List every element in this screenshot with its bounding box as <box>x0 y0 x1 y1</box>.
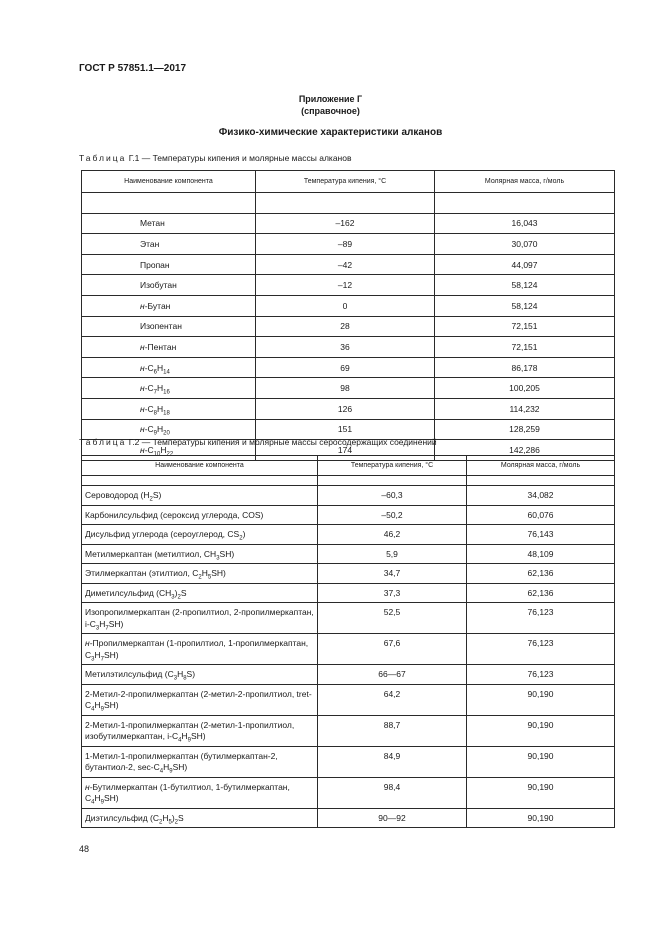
molar-mass-cell: 128,259 <box>435 419 615 440</box>
component-name-cell: Диметилсульфид $(CH_3)_2S$ <box>82 583 318 603</box>
molar-mass-cell: 58,124 <box>435 275 615 296</box>
molar-mass-cell: 62,136 <box>467 583 615 603</box>
header-boiling-point: Температура кипения, °С <box>256 171 435 193</box>
table-row <box>82 213 615 234</box>
molar-mass-cell: 30,070 <box>435 234 615 255</box>
component-name-cell: 1-Метил-1-пропилмеркаптан (бутилмеркаптан-2, бутантиол-2, $\sec-C_4H_9SH$) <box>82 746 318 777</box>
component-name-cell: Дисульфид углерода (сероуглерод, $CS_2$) <box>82 525 318 545</box>
boiling-point-cell: 174 <box>256 440 435 461</box>
alkanes-table <box>81 170 615 461</box>
table1-caption-prefix: Таблица <box>79 153 127 163</box>
molar-mass-cell: 72,151 <box>435 337 615 358</box>
molar-mass-cell: 90,190 <box>467 777 615 808</box>
molar-mass-cell: 142,286 <box>435 440 615 461</box>
component-name-cell: н-Пентан <box>82 337 256 358</box>
component-name-cell: $н-C_8H_{18}$ <box>82 398 256 419</box>
component-name-cell: н-Бутан <box>82 295 256 316</box>
component-name-cell: Этилмеркаптан (этилтиол, $C_2H_5SH$) <box>82 564 318 584</box>
table-row <box>82 603 615 634</box>
header-molar-mass: Молярная масса, г/моль <box>435 171 615 193</box>
table-row <box>82 684 615 715</box>
table-row <box>82 564 615 584</box>
table-row <box>82 275 615 296</box>
annex-subtitle: (справочное) <box>301 106 360 116</box>
header-separator <box>82 193 615 214</box>
molar-mass-cell: 90,190 <box>467 746 615 777</box>
table-row <box>82 544 615 564</box>
boiling-point-cell: –162 <box>256 213 435 234</box>
component-name-cell: Изопентан <box>82 316 256 337</box>
molar-mass-cell: 44,097 <box>435 254 615 275</box>
component-name-cell: Пропан <box>82 254 256 275</box>
component-name-cell: Метан <box>82 213 256 234</box>
table1-caption-text: Г.1 — Температуры кипения и молярные массы алканов <box>128 153 352 163</box>
component-name-cell: Этан <box>82 234 256 255</box>
component-name-cell: $н-C_{10}H_{22}$ <box>82 440 256 461</box>
boiling-point-cell: 151 <box>256 419 435 440</box>
section-title: Физико-химические характеристики алканов <box>218 127 443 138</box>
boiling-point-cell: 37,3 <box>318 583 467 603</box>
component-name-cell: Диэтилсульфид $(C_2H_5)_2S$ <box>82 808 318 828</box>
table-row <box>82 398 615 419</box>
table-row <box>82 254 615 275</box>
table2-caption-text: Г.2 — Температуры кипения и молярные массы серосодержащих соединений <box>128 437 437 447</box>
component-name-cell: Метилэтилсульфид $(C_3H_8S)$ <box>82 665 318 685</box>
header-molar-mass: Молярная масса, г/моль <box>467 456 615 476</box>
molar-mass-cell: 76,123 <box>467 603 615 634</box>
component-name-cell: 2-Метил-2-пропилмеркаптан (2-метил-2-пропилтиол, tret-$C_4H_9SH$) <box>82 684 318 715</box>
table-row <box>82 337 615 358</box>
boiling-point-cell: –89 <box>256 234 435 255</box>
boiling-point-cell: –12 <box>256 275 435 296</box>
molar-mass-cell: 58,124 <box>435 295 615 316</box>
molar-mass-cell: 34,082 <box>467 486 615 506</box>
table-row <box>82 715 615 746</box>
component-name-cell: Сероводород $(H_2S)$ <box>82 486 318 506</box>
page-number: 48 <box>79 844 90 854</box>
boiling-point-cell: 126 <box>256 398 435 419</box>
boiling-point-cell: 67,6 <box>318 634 467 665</box>
boiling-point-cell: –50,2 <box>318 505 467 525</box>
boiling-point-cell: 52,5 <box>318 603 467 634</box>
component-name-cell: н-Бутилмеркаптан (1-бутилтиол, 1-бутилмеркаптан, $C_4H_9SH$) <box>82 777 318 808</box>
boiling-point-cell: 34,7 <box>318 564 467 584</box>
table-row <box>82 505 615 525</box>
table-row <box>82 665 615 685</box>
table-row <box>82 295 615 316</box>
boiling-point-cell: 5,9 <box>318 544 467 564</box>
header-separator <box>82 476 615 486</box>
table-row <box>82 583 615 603</box>
component-name-cell: Карбонилсульфид (сероксид углерода, COS) <box>82 505 318 525</box>
table-row <box>82 486 615 506</box>
table-row <box>82 808 615 828</box>
molar-mass-cell: 90,190 <box>467 684 615 715</box>
component-name-cell: $н-C_7H_{16}$ <box>82 378 256 399</box>
boiling-point-cell: 84,9 <box>318 746 467 777</box>
molar-mass-cell: 72,151 <box>435 316 615 337</box>
boiling-point-cell: 0 <box>256 295 435 316</box>
component-name-cell: н-Пропилмеркаптан (1-пропилтиол, 1-пропилмеркаптан, $C_3H_7SH$) <box>82 634 318 665</box>
molar-mass-cell: 76,143 <box>467 525 615 545</box>
table-row <box>82 378 615 399</box>
molar-mass-cell: 114,232 <box>435 398 615 419</box>
boiling-point-cell: 69 <box>256 357 435 378</box>
table1-caption <box>79 153 351 163</box>
boiling-point-cell: 98 <box>256 378 435 399</box>
table-row <box>82 525 615 545</box>
table2-caption <box>79 437 437 447</box>
header-boiling-point: Температура кипения, °С <box>318 456 467 476</box>
molar-mass-cell: 90,190 <box>467 808 615 828</box>
molar-mass-cell: 90,190 <box>467 715 615 746</box>
component-name-cell: Изопропилмеркаптан (2-пропилтиол, 2-пропилмеркаптан, $i-C_3H_7SH$) <box>82 603 318 634</box>
component-name-cell: 2-Метил-1-пропилмеркаптан (2-метил-1-пропилтиол, изобутилмеркаптан, $i-C_4H_9SH$) <box>82 715 318 746</box>
boiling-point-cell: 66—67 <box>318 665 467 685</box>
table-row <box>82 234 615 255</box>
molar-mass-cell: 62,136 <box>467 564 615 584</box>
boiling-point-cell: 46,2 <box>318 525 467 545</box>
boiling-point-cell: 88,7 <box>318 715 467 746</box>
boiling-point-cell: 36 <box>256 337 435 358</box>
header-component: Наименование компонента <box>82 456 318 476</box>
molar-mass-cell: 86,178 <box>435 357 615 378</box>
table-row <box>82 357 615 378</box>
table-row <box>82 777 615 808</box>
component-name-cell: Метилмеркаптан (метилтиол, $CH_3SH$) <box>82 544 318 564</box>
table2-caption-prefix: Таблица <box>79 437 127 447</box>
header-component: Наименование компонента <box>82 171 256 193</box>
component-name-cell: $н-C_9H_{20}$ <box>82 419 256 440</box>
sulfur-compounds-table <box>81 455 615 828</box>
boiling-point-cell: 90—92 <box>318 808 467 828</box>
boiling-point-cell: 64,2 <box>318 684 467 715</box>
molar-mass-cell: 60,076 <box>467 505 615 525</box>
boiling-point-cell: 98,4 <box>318 777 467 808</box>
component-name-cell: Изобутан <box>82 275 256 296</box>
table-row <box>82 634 615 665</box>
document-code: ГОСТ Р 57851.1—2017 <box>79 63 187 74</box>
molar-mass-cell: 76,123 <box>467 634 615 665</box>
molar-mass-cell: 76,123 <box>467 665 615 685</box>
component-name-cell: $н-C_6H_{14}$ <box>82 357 256 378</box>
boiling-point-cell: –60,3 <box>318 486 467 506</box>
table-row <box>82 746 615 777</box>
boiling-point-cell: 28 <box>256 316 435 337</box>
annex-title: Приложение Г <box>298 94 363 104</box>
table-row <box>82 316 615 337</box>
molar-mass-cell: 48,109 <box>467 544 615 564</box>
boiling-point-cell: –42 <box>256 254 435 275</box>
molar-mass-cell: 100,205 <box>435 378 615 399</box>
molar-mass-cell: 16,043 <box>435 213 615 234</box>
